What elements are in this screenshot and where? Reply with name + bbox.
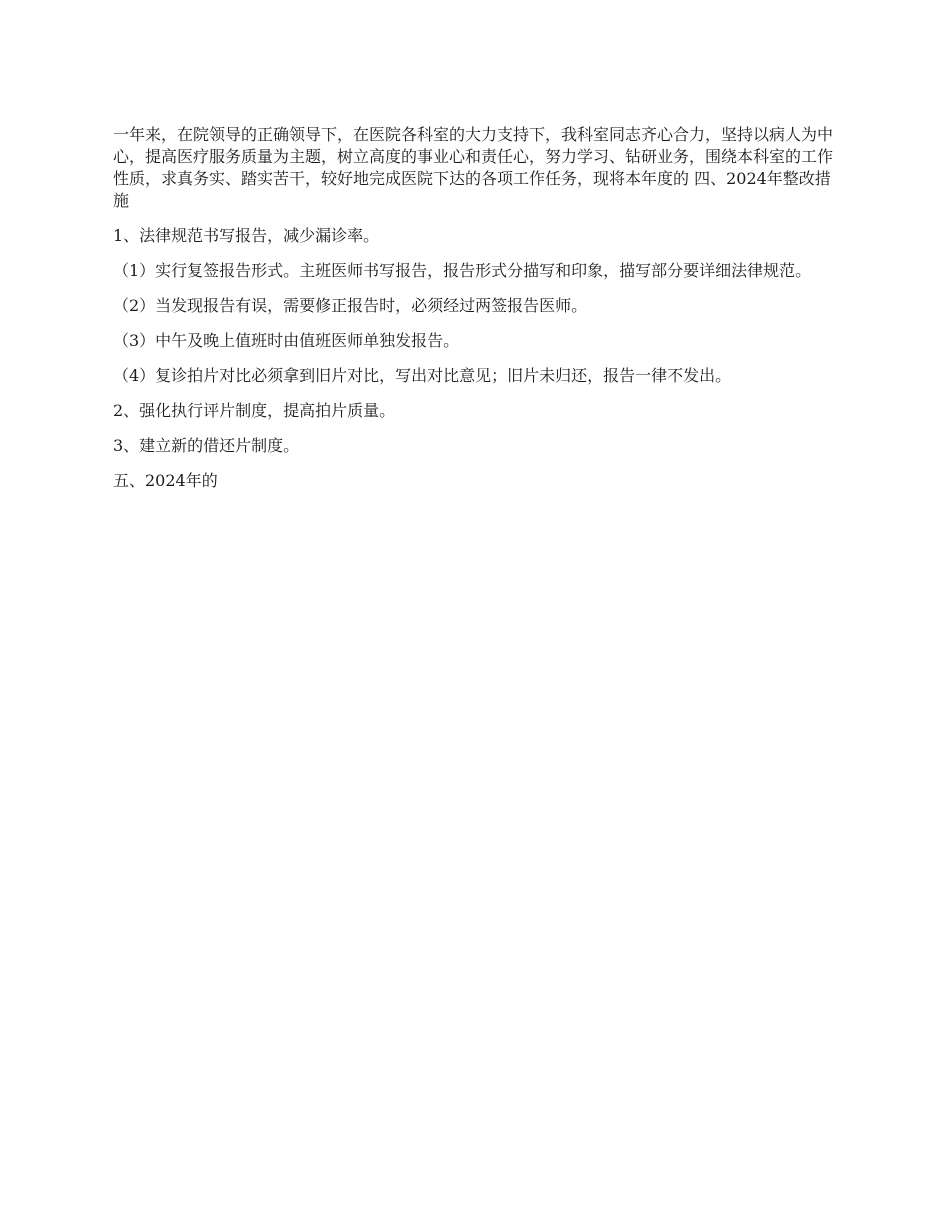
document-body bbox=[113, 124, 841, 505]
item-1-sub-4: （4）复诊拍片对比必须拿到旧片对比，写出对比意见；旧片未归还，报告一律不发出。 bbox=[113, 366, 732, 385]
item-1-sub-2: （2）当发现报告有误，需要修正报告时，必须经过两签报告医师。 bbox=[113, 296, 588, 315]
item-1-heading: 1、法律规范书写报告，减少漏诊率。 bbox=[113, 226, 380, 245]
item-1-sub-3: （3）中午及晚上值班时由值班医师单独发报告。 bbox=[113, 331, 460, 350]
intro-paragraph: 一年来，在院领导的正确领导下，在医院各科室的大力支持下，我科室同志齐心合力，坚持以病人为中心，提高医疗服务质量为主题，树立高度的事业心和责任心，努力学习、钻研业务，围绕本科室的工作性质，求真务实、踏实苦干，较好地完成医院下达的各项工作任务，现将本年度的 四、2024年整改措施 bbox=[113, 125, 834, 210]
item-2-heading: 2、强化执行评片制度，提高拍片质量。 bbox=[113, 401, 396, 420]
item-1-sub-1: （1）实行复签报告形式。主班医师书写报告，报告形式分描写和印象，描写部分要详细法律规范。 bbox=[113, 261, 812, 280]
item-3-heading: 3、建立新的借还片制度。 bbox=[113, 436, 300, 455]
section-5-heading: 五、2024年的 bbox=[113, 471, 218, 490]
